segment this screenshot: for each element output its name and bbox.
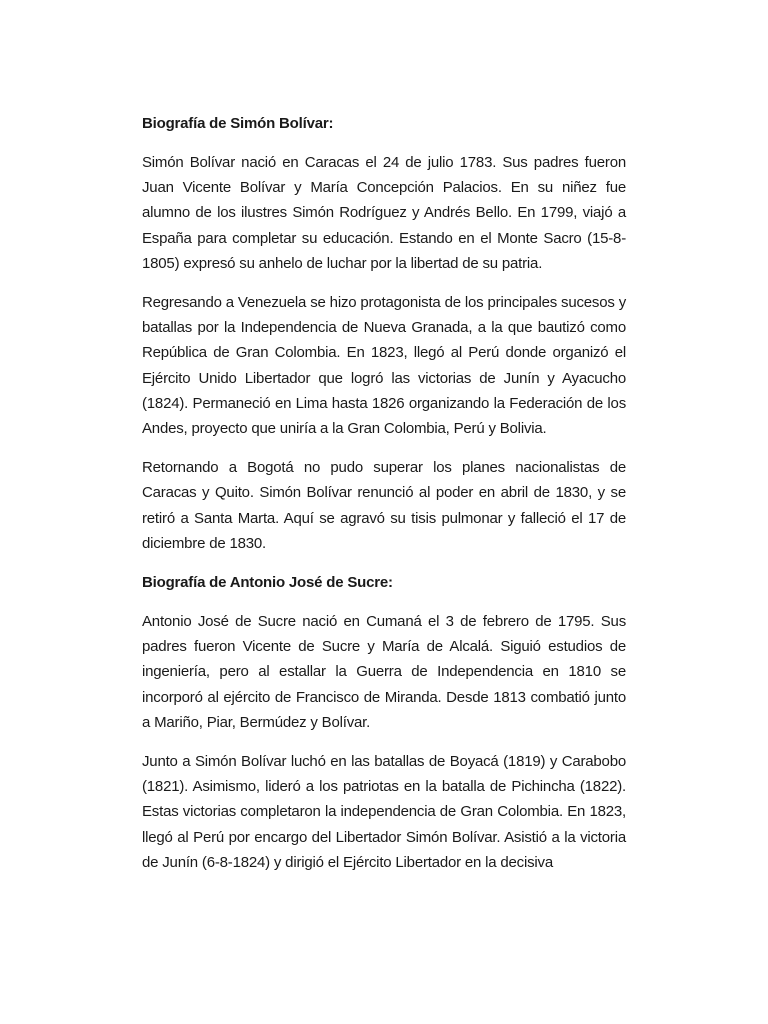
section-heading-sucre: Biografía de Antonio José de Sucre: (142, 574, 393, 592)
paragraph: Junto a Simón Bolívar luchó en las batallas de Boyacá (1819) y Carabobo (1821). Asimismo, lideró a los patriotas en la batalla de Pichincha (1822). Estas victorias completaron la independencia de Gran Colombia. En 1823, llegó al Perú por encargo del Libertador Simón Bolívar. Asistió a la victoria de Junín (6-8-1824) y dirigió el Ejército Libertador en la decisiva (142, 753, 626, 871)
paragraph: Regresando a Venezuela se hizo protagonista de los principales sucesos y batallas por la Independencia de Nueva Granada, a la que bautizó como República de Gran Colombia. En 1823, llegó al Perú donde organizó el Ejército Unido Libertador que logró las victorias de Junín y Ayacucho (1824). Permaneció en Lima hasta 1826 organizando la Federación de los Andes, proyecto que uniría a la Gran Colombia, Perú y Bolivia. (142, 294, 626, 438)
paragraph: Simón Bolívar nació en Caracas el 24 de julio 1783. Sus padres fueron Juan Vicente Bolívar y María Concepción Palacios. En su niñez fue alumno de los ilustres Simón Rodríguez y Andrés Bello. En 1799, viajó a España para completar su educación. Estando en el Monte Sacro (15-8-1805) expresó su anhelo de luchar por la libertad de su patria. (142, 154, 626, 272)
section-heading-bolivar: Biografía de Simón Bolívar: (142, 115, 334, 132)
document-body (142, 111, 626, 889)
paragraph: Antonio José de Sucre nació en Cumaná el 3 de febrero de 1795. Sus padres fueron Vicente de Sucre y María de Alcalá. Siguió estudios de ingeniería, pero al estallar la Guerra de Independencia en 1810 se incorporó al ejército de Francisco de Miranda. Desde 1813 combatió junto a Mariño, Piar, Bermúdez y Bolívar. (142, 613, 626, 731)
paragraph: Retornando a Bogotá no pudo superar los planes nacionalistas de Caracas y Quito. Simón Bolívar renunció al poder en abril de 1830, y se retiró a Santa Marta. Aquí se agravó su tisis pulmonar y falleció el 17 de diciembre de 1830. (142, 459, 626, 552)
